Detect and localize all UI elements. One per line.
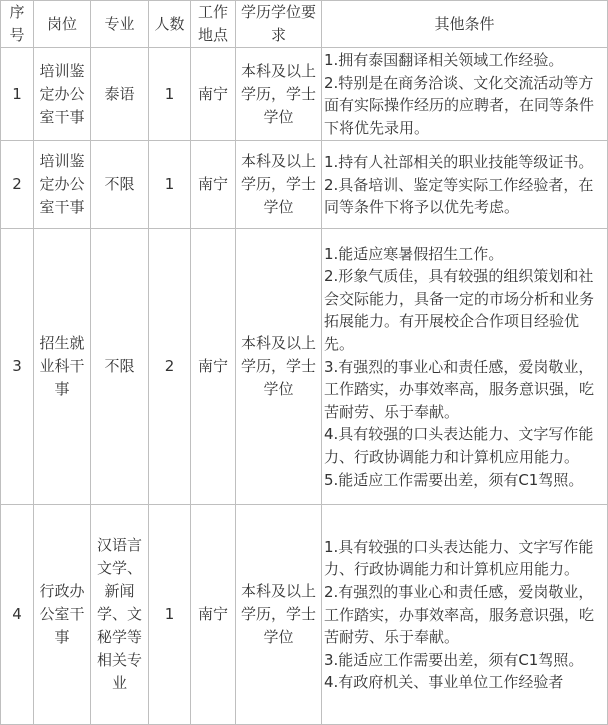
- table-row: [1, 48, 608, 141]
- condition-item: 3.有强烈的事业心和责任感，爱岗敬业，工作踏实，办事效率高，服务意识强，吃苦耐劳、乐于奉献。: [324, 357, 595, 421]
- row-no: 2: [1, 141, 34, 229]
- row-conditions: [322, 48, 608, 141]
- row-no: 3: [1, 229, 34, 505]
- row-count: 1: [149, 505, 191, 725]
- row-no: 4: [1, 505, 34, 725]
- condition-item: 1.具有较强的口头表达能力、文字写作能力、行政协调能力和计算机应用能力。: [324, 537, 594, 579]
- condition-item: 2.具备培训、鉴定等实际工作经验者，在同等条件下将予以优先考虑。: [324, 175, 594, 217]
- condition-item: 5.能适应工作需要出差，须有C1驾照。: [324, 470, 584, 489]
- header-post: 岗位: [34, 1, 91, 48]
- condition-item: 2.有强烈的事业心和责任感，爱岗敬业，工作踏实，办事效率高，服务意识强，吃苦耐劳、乐于奉献。: [324, 582, 595, 647]
- condition-item: 1.拥有泰国翻译相关领域工作经验。: [324, 51, 564, 69]
- row-conditions: [322, 229, 608, 505]
- row-location: 南宁: [191, 229, 236, 505]
- row-count: 2: [149, 229, 191, 505]
- row-count: 1: [149, 48, 191, 141]
- condition-item: 1.能适应寒暑假招生工作。: [324, 244, 504, 263]
- row-count: 1: [149, 141, 191, 229]
- row-location: 南宁: [191, 48, 236, 141]
- header-no: 序号: [1, 1, 34, 48]
- row-location: 南宁: [191, 141, 236, 229]
- row-post: 培训鉴定办公室干事: [34, 141, 91, 229]
- row-location: 南宁: [191, 505, 236, 725]
- row-major: 汉语言文学、新闻学、文秘学等相关专业: [91, 505, 149, 725]
- row-post: 行政办公室干事: [34, 505, 91, 725]
- table-row: [1, 505, 608, 725]
- condition-item: 2.特别是在商务洽谈、文化交流活动等方面有实际操作经历的应聘者，在同等条件下将优先录用。: [324, 73, 595, 137]
- condition-item: 4.有政府机关、事业单位工作经验者: [324, 673, 564, 692]
- row-conditions: [322, 505, 608, 725]
- header-location: 工作地点: [191, 1, 236, 48]
- condition-item: 1.持有人社部相关的职业技能等级证书。: [324, 152, 594, 171]
- row-major: 不限: [91, 229, 149, 505]
- table-row: [1, 229, 608, 505]
- row-education: 本科及以上学历，学士学位: [236, 229, 322, 505]
- condition-item: 2.形象气质佳，具有较强的组织策划和社会交际能力，具备一定的市场分析和业务拓展能力。有开展校企合作项目经验优先。: [324, 267, 595, 353]
- row-education: 本科及以上学历，学士学位: [236, 141, 322, 229]
- row-major: 泰语: [91, 48, 149, 141]
- row-major: 不限: [91, 141, 149, 229]
- table-row: [1, 141, 608, 229]
- row-conditions: [322, 141, 608, 229]
- row-no: 1: [1, 48, 34, 141]
- row-education: 本科及以上学历，学士学位: [236, 48, 322, 141]
- header-conditions: 其他条件: [322, 1, 608, 48]
- row-education: 本科及以上学历，学士学位: [236, 505, 322, 725]
- condition-item: 4.具有较强的口头表达能力、文字写作能力、行政协调能力和计算机应用能力。: [324, 425, 594, 466]
- header-row: [1, 1, 608, 48]
- header-education: 学历学位要求: [236, 1, 322, 48]
- header-major: 专业: [91, 1, 149, 48]
- condition-item: 3.能适应工作需要出差，须有C1驾照。: [324, 650, 584, 669]
- row-post: 培训鉴定办公室干事: [34, 48, 91, 141]
- header-count: 人数: [149, 1, 191, 48]
- row-post: 招生就业科干事: [34, 229, 91, 505]
